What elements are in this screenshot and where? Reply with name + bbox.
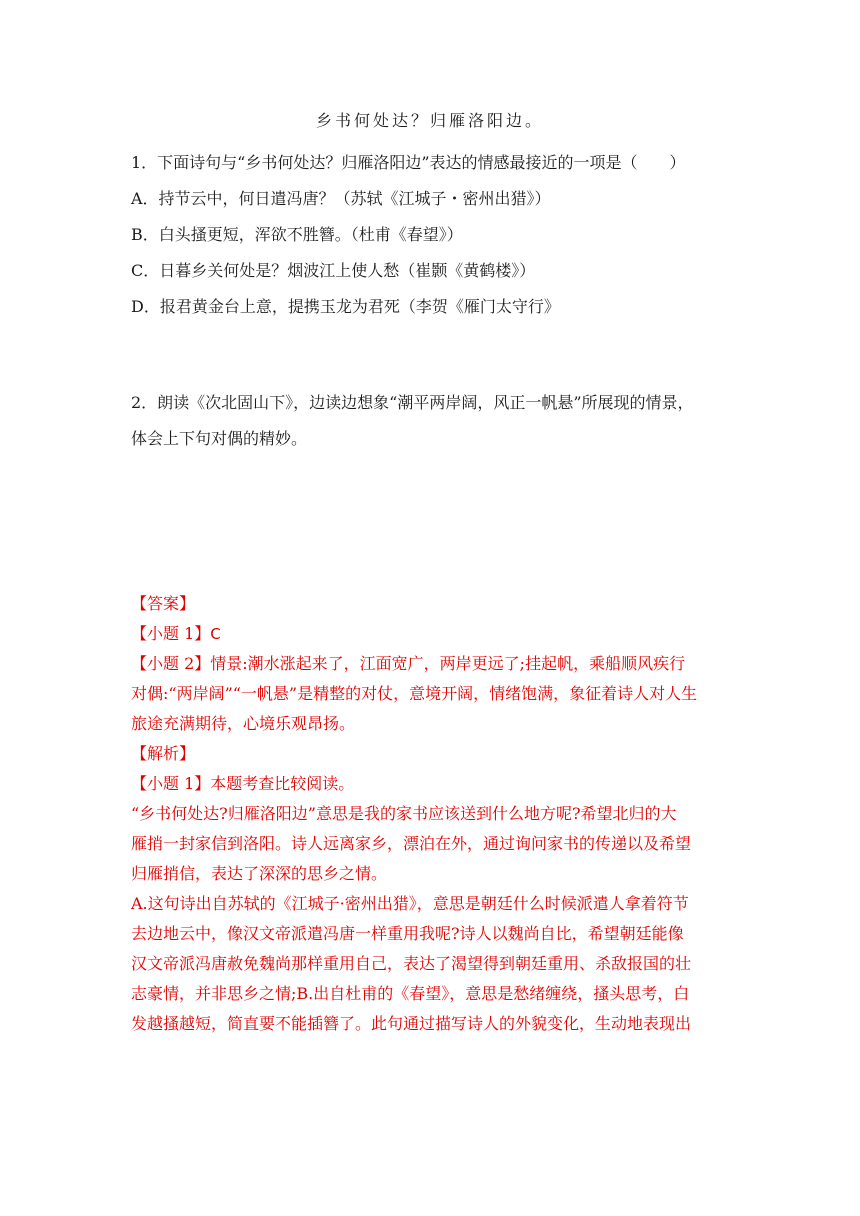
answer-sub-2-line-3: 旅途充满期待，心境乐观昂扬。 [131,714,356,733]
question-2-line-1: 2．朗读《次北固山下》，边读边想象“潮平两岸阔，风正一帆悬”所展现的情景， [131,393,694,412]
option-b: B．白头搔更短，浑欲不胜簪。（杜甫《春望》） [131,225,463,244]
answer-sub-2-line-1: 情景:潮水涨起来了，江面宽广，两岸更远了;挂起帆，乘船顺风疾行 [210,654,686,673]
option-c: C．日暮乡关何处是？烟波江上使人愁（崔颢《黄鹤楼》） [131,261,536,280]
analysis-para-1-line-1: “乡书何处达?归雁洛阳边”意思是我的家书应该送到什么地方呢?希望北归的大 [131,804,677,823]
answer-section [131,589,731,1039]
analysis-para-2-line-4: 志豪情，并非思乡之情;B.出自杜甫的《春望》，意思是愁绪缠绕，搔头思考，白 [131,984,690,1003]
answer-sub-1-text: C [210,625,221,643]
answer-sub-2-label: 【小题 2】 [131,654,211,673]
poem-line: 乡书何处达？归雁洛阳边。 [315,111,544,130]
analysis-sub-1 [131,769,731,799]
answer-sub-1 [131,619,731,649]
analysis-para-2-line-5: 发越搔越短，简直要不能插簪了。此句通过描写诗人的外貌变化，生动地表现出 [131,1014,692,1033]
answer-sub-2 [131,649,731,679]
analysis-para-1-line-3: 归雁捎信，表达了深深的思乡之情。 [131,864,388,883]
question-2-line-2: 体会上下句对偶的精妙。 [131,429,308,448]
analysis-para-2-line-2: 去边地云中，像汉文帝派遣冯唐一样重用我呢?诗人以魏尚自比，希望朝廷能像 [131,924,684,943]
analysis-header: 【解析】 [131,744,196,763]
question-1-stem: 1．下面诗句与“乡书何处达？归雁洛阳边”表达的情感最接近的一项是（ ） [131,153,686,172]
analysis-sub-1-label: 【小题 1】 [131,774,211,793]
answer-sub-1-label: 【小题 1】 [131,624,211,643]
option-a: A．持节云中，何日遣冯唐？（苏轼《江城子・密州出猎》） [131,189,551,208]
analysis-para-1-line-2: 雁捎一封家信到洛阳。诗人远离家乡，漂泊在外，通过询问家书的传递以及希望 [131,834,692,853]
answer-header: 【答案】 [131,594,196,613]
analysis-sub-1-text: 本题考查比较阅读。 [210,774,355,793]
analysis-para-2-line-1: A.这句诗出自苏轼的《江城子·密州出猎》，意思是朝廷什么时候派遣人拿着符节 [131,894,689,913]
option-d: D．报君黄金台上意，提携玉龙为君死（李贺《雁门太守行》 [131,297,560,316]
question-1 [131,145,731,325]
question-2 [131,385,731,457]
analysis-para-2-line-3: 汉文帝派冯唐赦免魏尚那样重用自己，表达了渴望得到朝廷重用、杀敌报国的壮 [131,954,692,973]
answer-sub-2-line-2: 对偶:“两岸阔”“一帆悬”是精整的对仗，意境开阔，情绪饱满，象征着诗人对人生 [131,684,698,703]
